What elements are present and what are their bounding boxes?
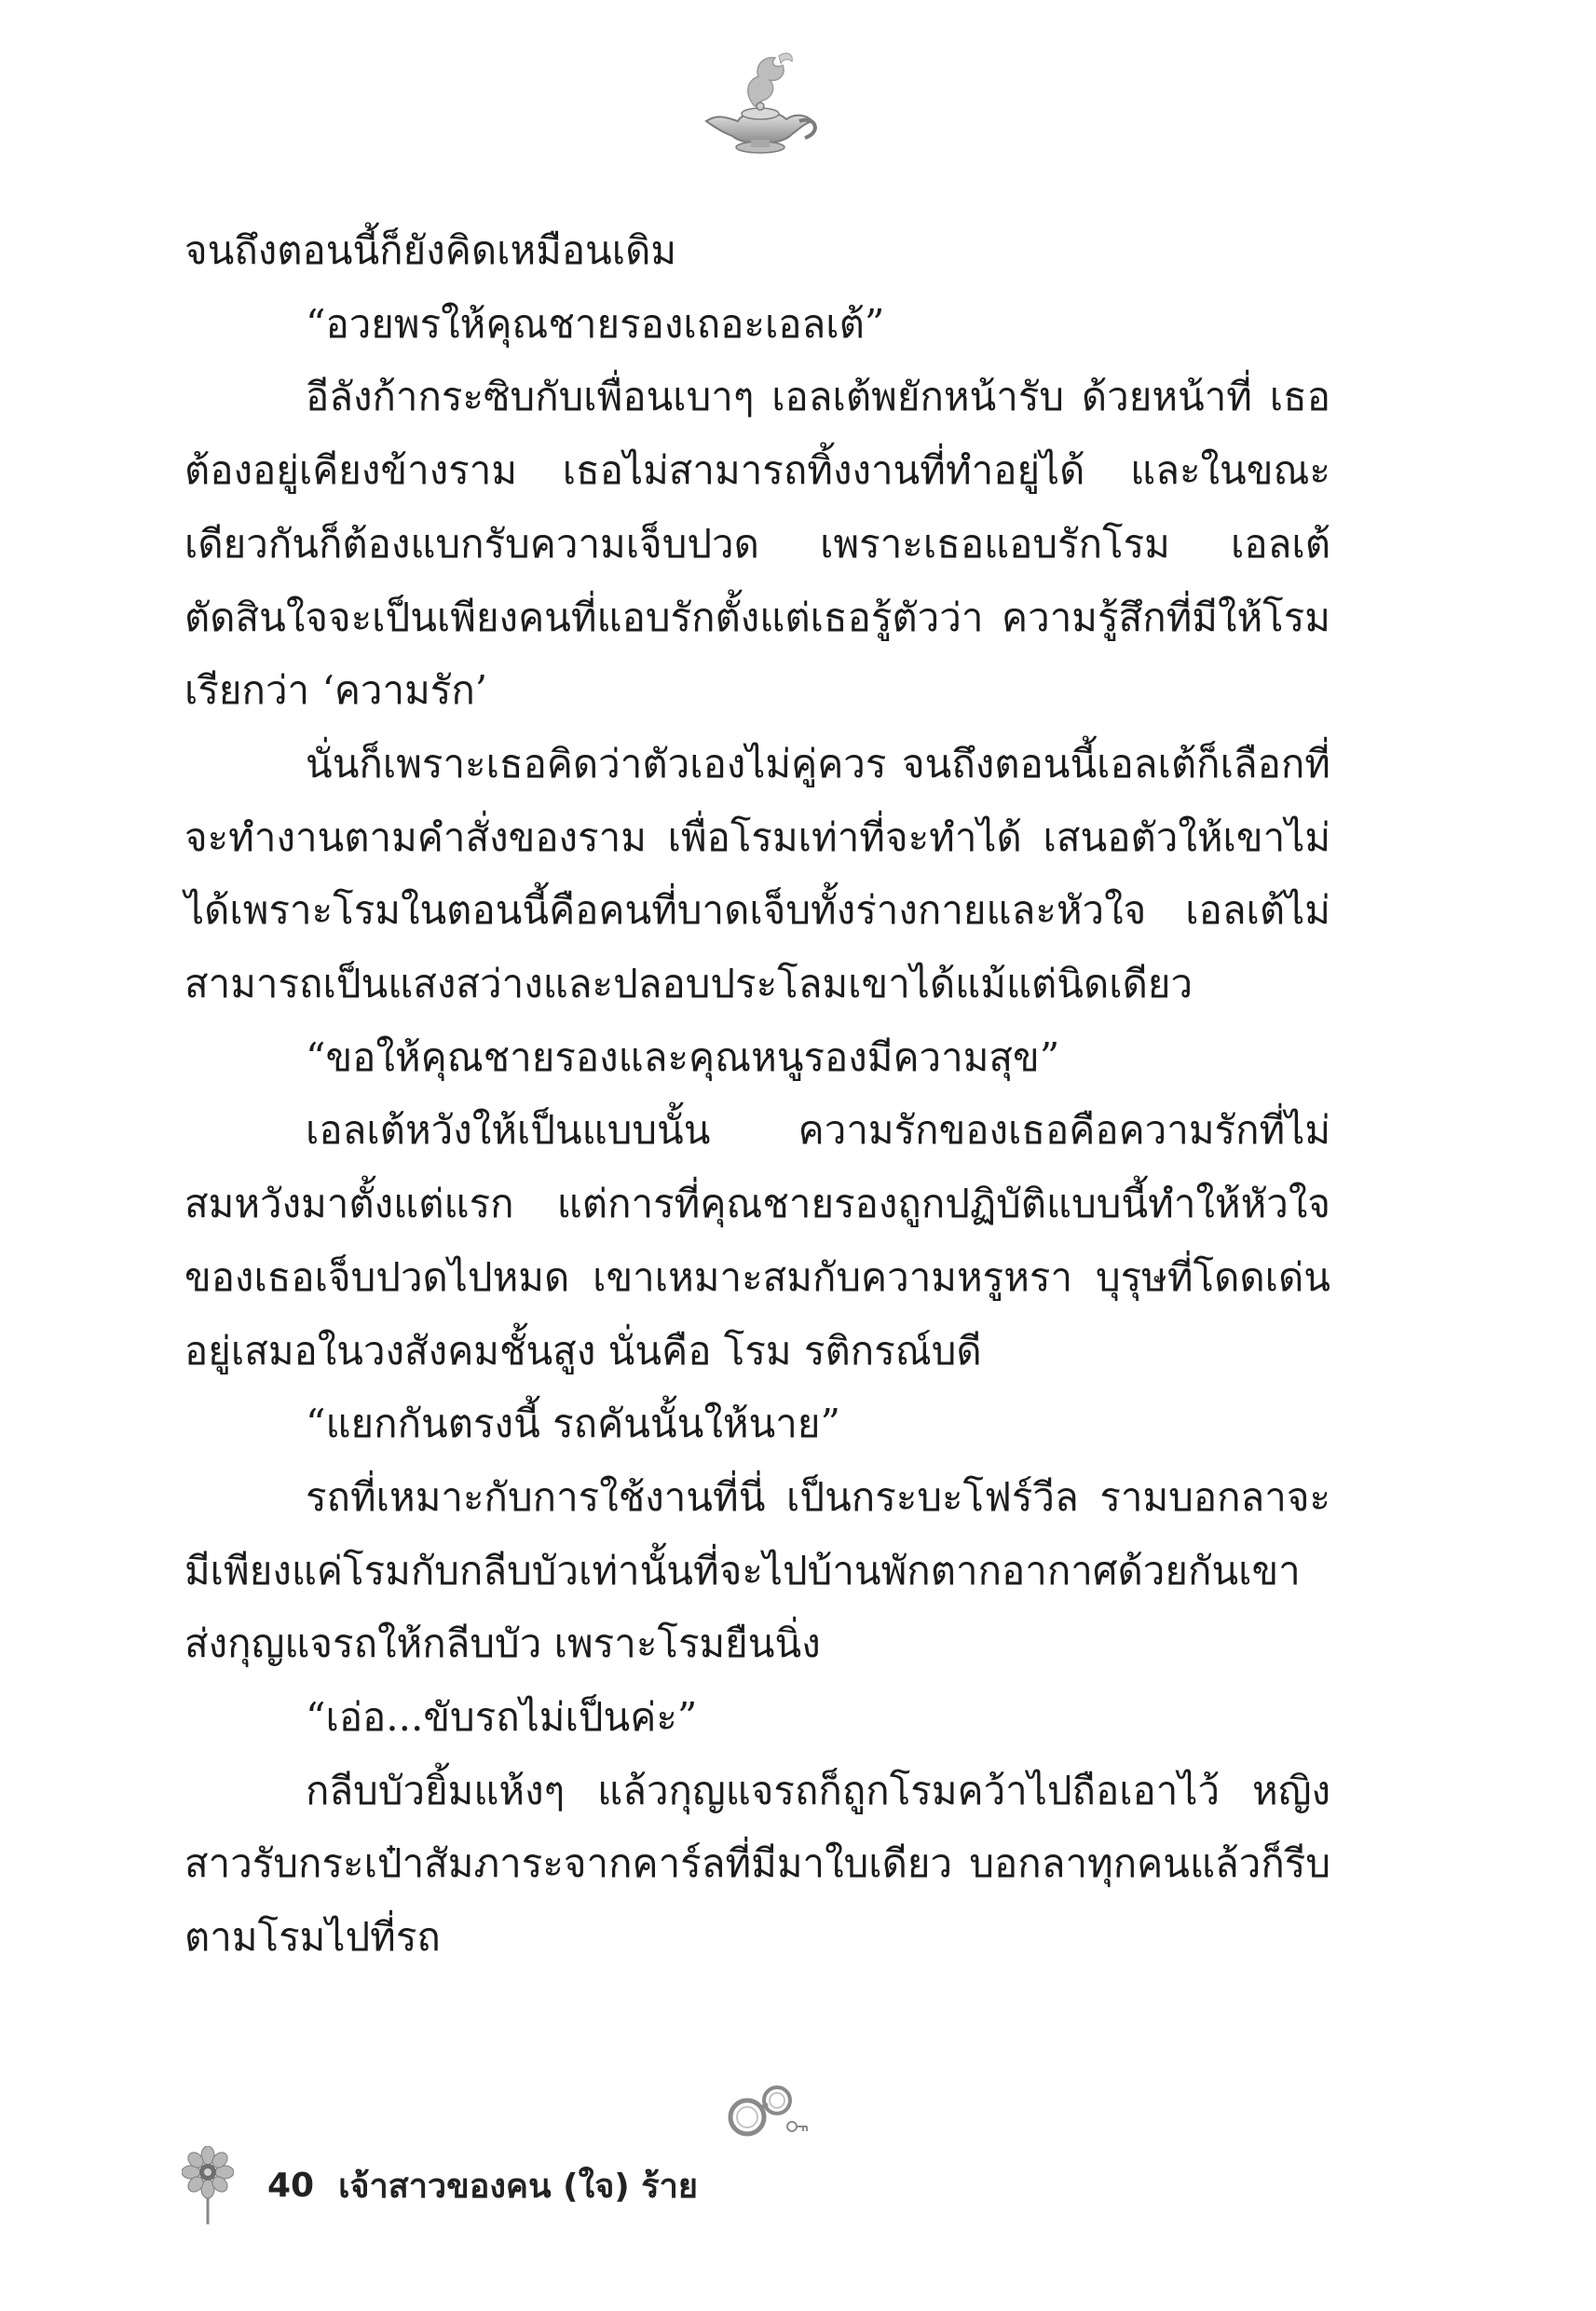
page-number: 40: [267, 2166, 315, 2205]
paragraph: “อวยพรให้คุณชายรองเถอะเอลเต้”: [306, 300, 885, 347]
paragraph: กลีบบัวยิ้มแห้งๆ แล้วกุญแจรถก็ถูกโรมคว้าไปถือเอาไว้ หญิงสาวรับกระเป๋าสัมภาระจากคาร์ลที่มีมาใบเดียว บอกลาทุกคนแล้วก็รีบตามโรมไปที่รถ: [184, 1767, 1330, 1961]
paragraph: จนถึงตอนนี้ก็ยังคิดเหมือนเดิม: [184, 227, 677, 273]
paragraph: รถที่เหมาะกับการใช้งานที่นี่ เป็นกระบะโฟร์วีล รามบอกลาจะมีเพียงแค่โรมกับกลีบบัวเท่านั้นที่จะไปบ้านพักตากอากาศด้วยกันเขาส่งกุญแจรถให้กลีบบัว เพราะโรมยืนนิ่ง: [184, 1473, 1330, 1667]
chapter-body: [184, 214, 1330, 1975]
book-title: เจ้าสาวของคน (ใจ) ร้าย: [338, 2167, 698, 2206]
paragraph: นั่นก็เพราะเธอคิดว่าตัวเองไม่คู่ควร จนถึงตอนนี้เอลเต้ก็เลือกที่จะทำงานตามคำสั่งของราม เพื่อโรมเท่าที่จะทำได้ เสนอตัวให้เขาไม่ได้เพราะโรมในตอนนี้คือคนที่บาดเจ็บทั้งร่างกายและหัวใจ เอลเต้ไม่สามารถเป็นแสงสว่างและปลอบประโลมเขาได้แม้แต่นิดเดียว: [184, 740, 1330, 1007]
paragraph: “ขอให้คุณชายรองและคุณหนูรองมีความสุข”: [306, 1033, 1060, 1080]
paragraph: อีลังก้ากระซิบกับเพื่อนเบาๆ เอลเต้พยักหน้ารับ ด้วยหน้าที่ เธอต้องอยู่เคียงข้างราม เธอไม่สามารถทิ้งงานที่ทำอยู่ได้ และในขณะเดียวกันก็ต้องแบกรับความเจ็บปวด เพราะเธอแอบรักโรม เอลเต้ตัดสินใจจะเป็นเพียงคนที่แอบรักตั้งแต่เธอรู้ตัวว่า ความรู้สึกที่มีให้โรมเรียกว่า ‘ความรัก’: [184, 374, 1330, 714]
paragraph: “แยกกันตรงนี้ รถคันนั้นให้นาย”: [306, 1401, 840, 1447]
paragraph: “เอ่อ...ขับรถไม่เป็นค่ะ”: [306, 1694, 698, 1741]
genie-lamp-icon: [689, 48, 829, 160]
handcuffs-icon: [719, 2080, 812, 2145]
page-footer: [182, 2143, 698, 2227]
flower-icon: [182, 2146, 234, 2224]
paragraph: เอลเต้หวังให้เป็นแบบนั้น ความรักของเธอคือความรักที่ไม่สมหวังมาตั้งแต่แรก แต่การที่คุณชายรองถูกปฏิบัติแบบนี้ทำให้หัวใจของเธอเจ็บปวดไปหมด เขาเหมาะสมกับความหรูหรา บุรุษที่โดดเด่นอยู่เสมอในวงสังคมชั้นสูง นั่นคือ โรม รติกรณ์บดี: [184, 1107, 1330, 1374]
